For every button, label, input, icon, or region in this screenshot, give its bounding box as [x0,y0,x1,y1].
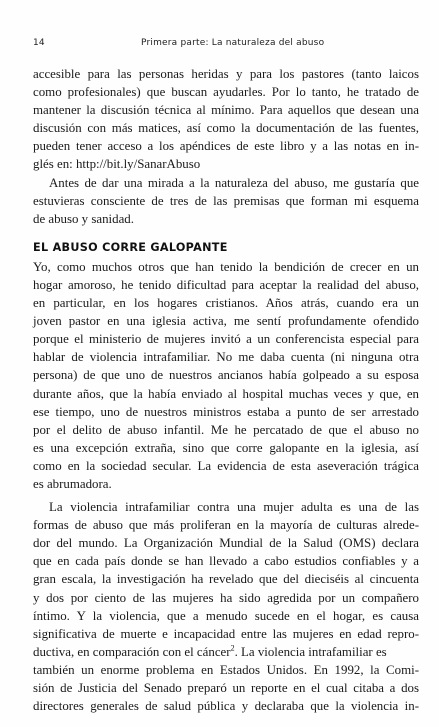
text-line: glés en: http://bit.ly/SanarAbuso [33,157,201,172]
text-line [33,643,419,661]
text-line: de abuso y sanidad. [33,211,134,226]
text-line: en particular, en los hogares cristianos. Años atrás, cuando era un [33,296,419,311]
page-header [33,38,421,54]
body-text [33,65,419,715]
text-line: ese tiempo, uno de nuestros ministros estaba a punto de ser arrestado [33,404,419,419]
text-line: Yo, como muchos otros que han tenido la bendición de crecer en un [33,259,419,274]
text-line: también un enorme problema en Estados Unidos. En 1992, la Comi- [33,662,419,677]
text-line: hogar amoroso, he tenido dificultad para aceptar la realidad del abuso, [33,277,419,292]
running-title: Primera parte: La naturaleza del abuso [141,38,325,48]
paragraph [33,65,419,174]
text-line: La violencia intrafamiliar contra una mujer adulta es una de las [49,500,419,515]
footnote-marker: 2 [230,643,235,653]
paragraph [33,498,419,715]
text-line: y dos por ciento de las mujeres ha sido agredida por un compañero [33,590,419,605]
text-line: es una excepción extraña, sino que corre galopante en la iglesia, así [33,440,419,455]
text-line: es abrumadora. [33,476,112,491]
text-line: estuvieras consciente de tres de las premisas que forman mi esquema [33,193,419,208]
text-line: significativa de muerte e incapacidad entre las mujeres en edad repro- [33,626,419,641]
text-line: como profesionales) que buscan ayudarles. Por lo tanto, he tratado de [33,85,419,100]
text-fragment: ductiva, en comparación con el cáncer [33,644,231,659]
text-line: directores generales de salud pública y declaraba que la violencia in- [33,699,419,714]
text-line: accesible para las personas heridas y para los pastores (tanto laicos [33,67,419,81]
text-line: durante años, que la había enviado al hospital muchas veces y que, en [33,386,419,401]
text-line: que en cada país donde se han llevado a cabo estudios confiables y a [33,554,419,569]
text-line: gran escala, la investigación ha revelado que del dieciséis al cincuenta [33,572,419,587]
text-line: formas de abuso que más proliferan en la mayoría de culturas alrede- [33,518,419,533]
text-line: pueden tener acceso a los apéndices de este libro y a las notas en in- [33,139,419,154]
text-line: persona) de que uno de nuestros ancianos había golpeado a su esposa [33,368,419,383]
text-line: por el delito de abuso infantil. Me he percatado de que el abuso no [33,422,419,437]
text-line: discusión con más matices, así como la documentación de las fuentes, [33,121,419,136]
section-heading: EL ABUSO CORRE GALOPANTE [33,240,228,254]
paragraph [33,258,419,493]
text-line: joven pastor en una iglesia activa, me sentí profundamente ofendido [33,314,419,329]
text-line: Antes de dar una mirada a la naturaleza del abuso, me gustaría que [49,175,419,190]
page-number: 14 [33,38,45,48]
text-line: porque el ministerio de mujeres invitó a un conferencista especial para [33,332,419,347]
text-line: sión de Justicia del Senado preparó un reporte en el cual citaba a dos [33,681,419,695]
paragraph [33,174,419,228]
text-line: íntimo. Y la violencia, que a menudo sucede en el hogar, es causa [33,608,419,623]
text-line: mantener la discusión técnica al mínimo. Para aquellos que desean una [33,103,419,118]
text-line: hablar de violencia intrafamiliar. No me daba cuenta (ni ninguna otra [33,350,419,365]
text-fragment: . La violencia intrafamiliar es [234,644,387,659]
text-line: dor del mundo. La Organización Mundial de la Salud (OMS) declara [33,536,419,551]
text-line: como en la sociedad secular. La evidencia de esta aseveración trágica [33,458,419,473]
